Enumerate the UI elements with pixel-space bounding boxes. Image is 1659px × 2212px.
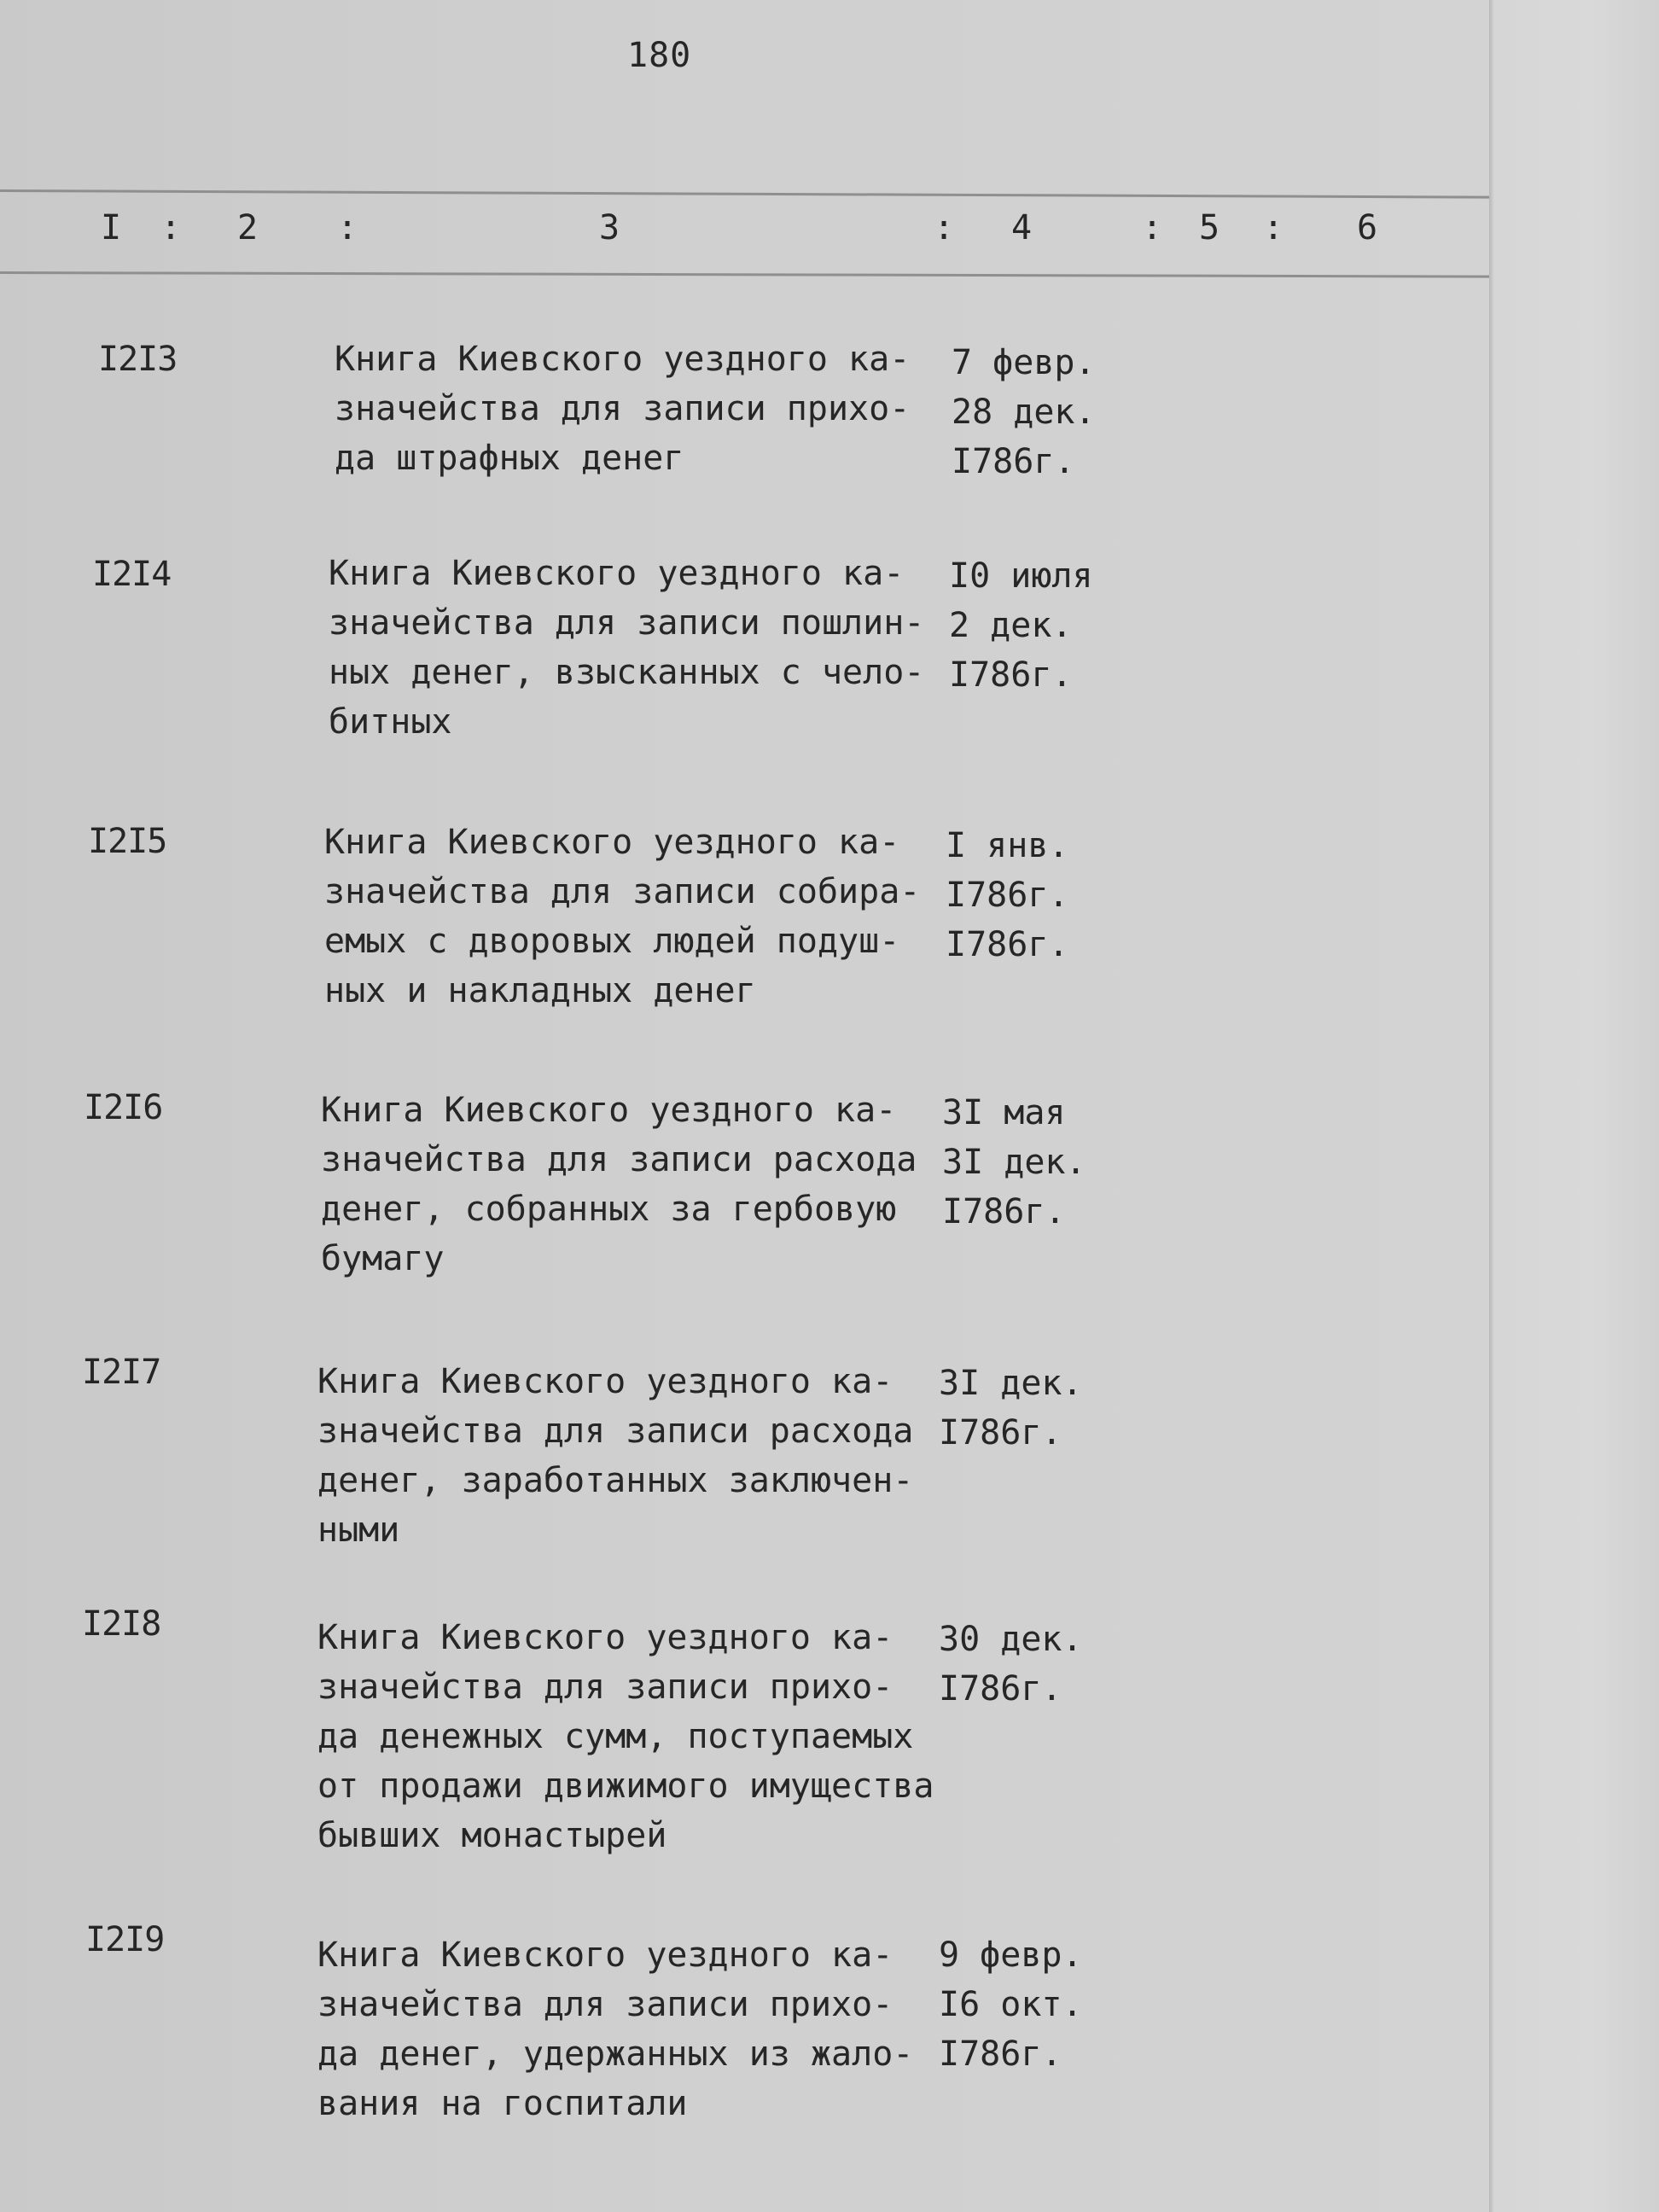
entry-number: I2I6 — [84, 1088, 163, 1127]
column-header-2: 2 — [237, 208, 259, 247]
description-line: от продажи движимого имущества — [317, 1767, 934, 1806]
date-line: I786г. — [939, 1669, 1062, 1708]
entry-description — [329, 549, 924, 747]
description-line: ными — [317, 1511, 400, 1550]
entry-dates — [939, 1615, 1083, 1714]
description-line: емых с дворовых людей подуш- — [324, 922, 900, 961]
date-line: I786г. — [939, 2034, 1062, 2074]
entry-dates — [949, 551, 1093, 700]
date-line: I янв. — [946, 826, 1069, 865]
date-line: I786г. — [952, 442, 1075, 481]
entry-dates — [942, 1088, 1086, 1237]
date-line: I786г. — [946, 925, 1069, 964]
column-header-6: 6 — [1357, 208, 1378, 247]
date-line: 30 дек. — [939, 1620, 1083, 1659]
description-line: значейства для записи прихо- — [317, 1985, 894, 2024]
description-line: битных — [329, 702, 452, 742]
description-line: вания на госпитали — [317, 2084, 688, 2123]
entry-description — [321, 1086, 917, 1284]
column-separator: : — [337, 208, 358, 247]
entry-description — [317, 1930, 913, 2128]
date-line: 2 дек. — [949, 606, 1073, 645]
date-line: 3I мая — [942, 1093, 1066, 1132]
description-line: значейства для записи собира- — [324, 872, 921, 911]
description-line: ных денег, взысканных с чело- — [329, 653, 925, 692]
date-line: I0 июля — [949, 556, 1093, 596]
page-number: 180 — [627, 36, 692, 75]
description-line: значейства для записи прихо- — [317, 1668, 894, 1707]
description-line: бывших монастырей — [317, 1816, 667, 1855]
description-line: значейства для записи прихо- — [335, 389, 911, 428]
date-line: I786г. — [946, 876, 1069, 915]
description-line: денег, собранных за гербовую — [321, 1190, 897, 1229]
date-line: 9 февр. — [939, 1936, 1083, 1975]
description-line: да денежных сумм, поступаемых — [317, 1717, 914, 1756]
date-line: I786г. — [939, 1413, 1062, 1452]
column-separator: : — [1263, 208, 1284, 247]
date-line: 28 дек. — [952, 393, 1096, 432]
entry-description — [324, 818, 920, 1016]
description-line: значейства для записи пошлин- — [329, 603, 925, 643]
column-header-4: 4 — [1011, 208, 1033, 247]
entry-number: I2I9 — [85, 1920, 165, 1959]
description-line: Книга Киевского уездного ка- — [329, 554, 905, 593]
entry-number: I2I4 — [92, 555, 172, 594]
page-edge — [1489, 0, 1659, 2212]
column-header-1: I — [101, 208, 122, 247]
entry-number: I2I3 — [98, 340, 178, 379]
description-line: да штрафных денег — [335, 439, 684, 478]
description-line: Книга Киевского уездного ка- — [321, 1091, 897, 1130]
description-line: значейства для записи расхода — [317, 1412, 914, 1451]
date-line: I6 окт. — [939, 1985, 1083, 2024]
column-separator: : — [1142, 208, 1163, 247]
entry-dates — [939, 1359, 1083, 1458]
entry-dates — [952, 338, 1096, 486]
date-line: 3I дек. — [939, 1364, 1083, 1403]
entry-number: I2I5 — [88, 822, 167, 861]
date-line: I786г. — [949, 655, 1073, 695]
column-separator: : — [934, 208, 955, 247]
description-line: да денег, удержанных из жало- — [317, 2034, 914, 2074]
entry-dates — [946, 821, 1069, 969]
date-line: 3I дек. — [942, 1143, 1086, 1182]
column-header-5: 5 — [1199, 208, 1220, 247]
description-line: ных и накладных денег — [324, 971, 756, 1010]
description-line: Книга Киевского уездного ка- — [317, 1362, 894, 1401]
description-line: Книга Киевского уездного ка- — [335, 340, 911, 379]
column-separator: : — [160, 208, 182, 247]
description-line: денег, заработанных заключен- — [317, 1461, 914, 1500]
date-line: I786г. — [942, 1192, 1066, 1231]
column-header-3: 3 — [599, 208, 620, 247]
description-line: бумагу — [321, 1239, 445, 1278]
entry-number: I2I7 — [82, 1353, 161, 1392]
description-line: значейства для записи расхода — [321, 1140, 917, 1179]
description-line: Книга Киевского уездного ка- — [317, 1618, 894, 1657]
date-line: 7 февр. — [952, 343, 1096, 382]
description-line: Книга Киевского уездного ка- — [317, 1936, 894, 1975]
description-line: Книга Киевского уездного ка- — [324, 823, 900, 862]
entry-description — [335, 335, 910, 483]
entry-description — [317, 1613, 934, 1860]
entry-dates — [939, 1930, 1083, 2079]
entry-description — [317, 1357, 913, 1555]
entry-number: I2I8 — [82, 1604, 161, 1644]
